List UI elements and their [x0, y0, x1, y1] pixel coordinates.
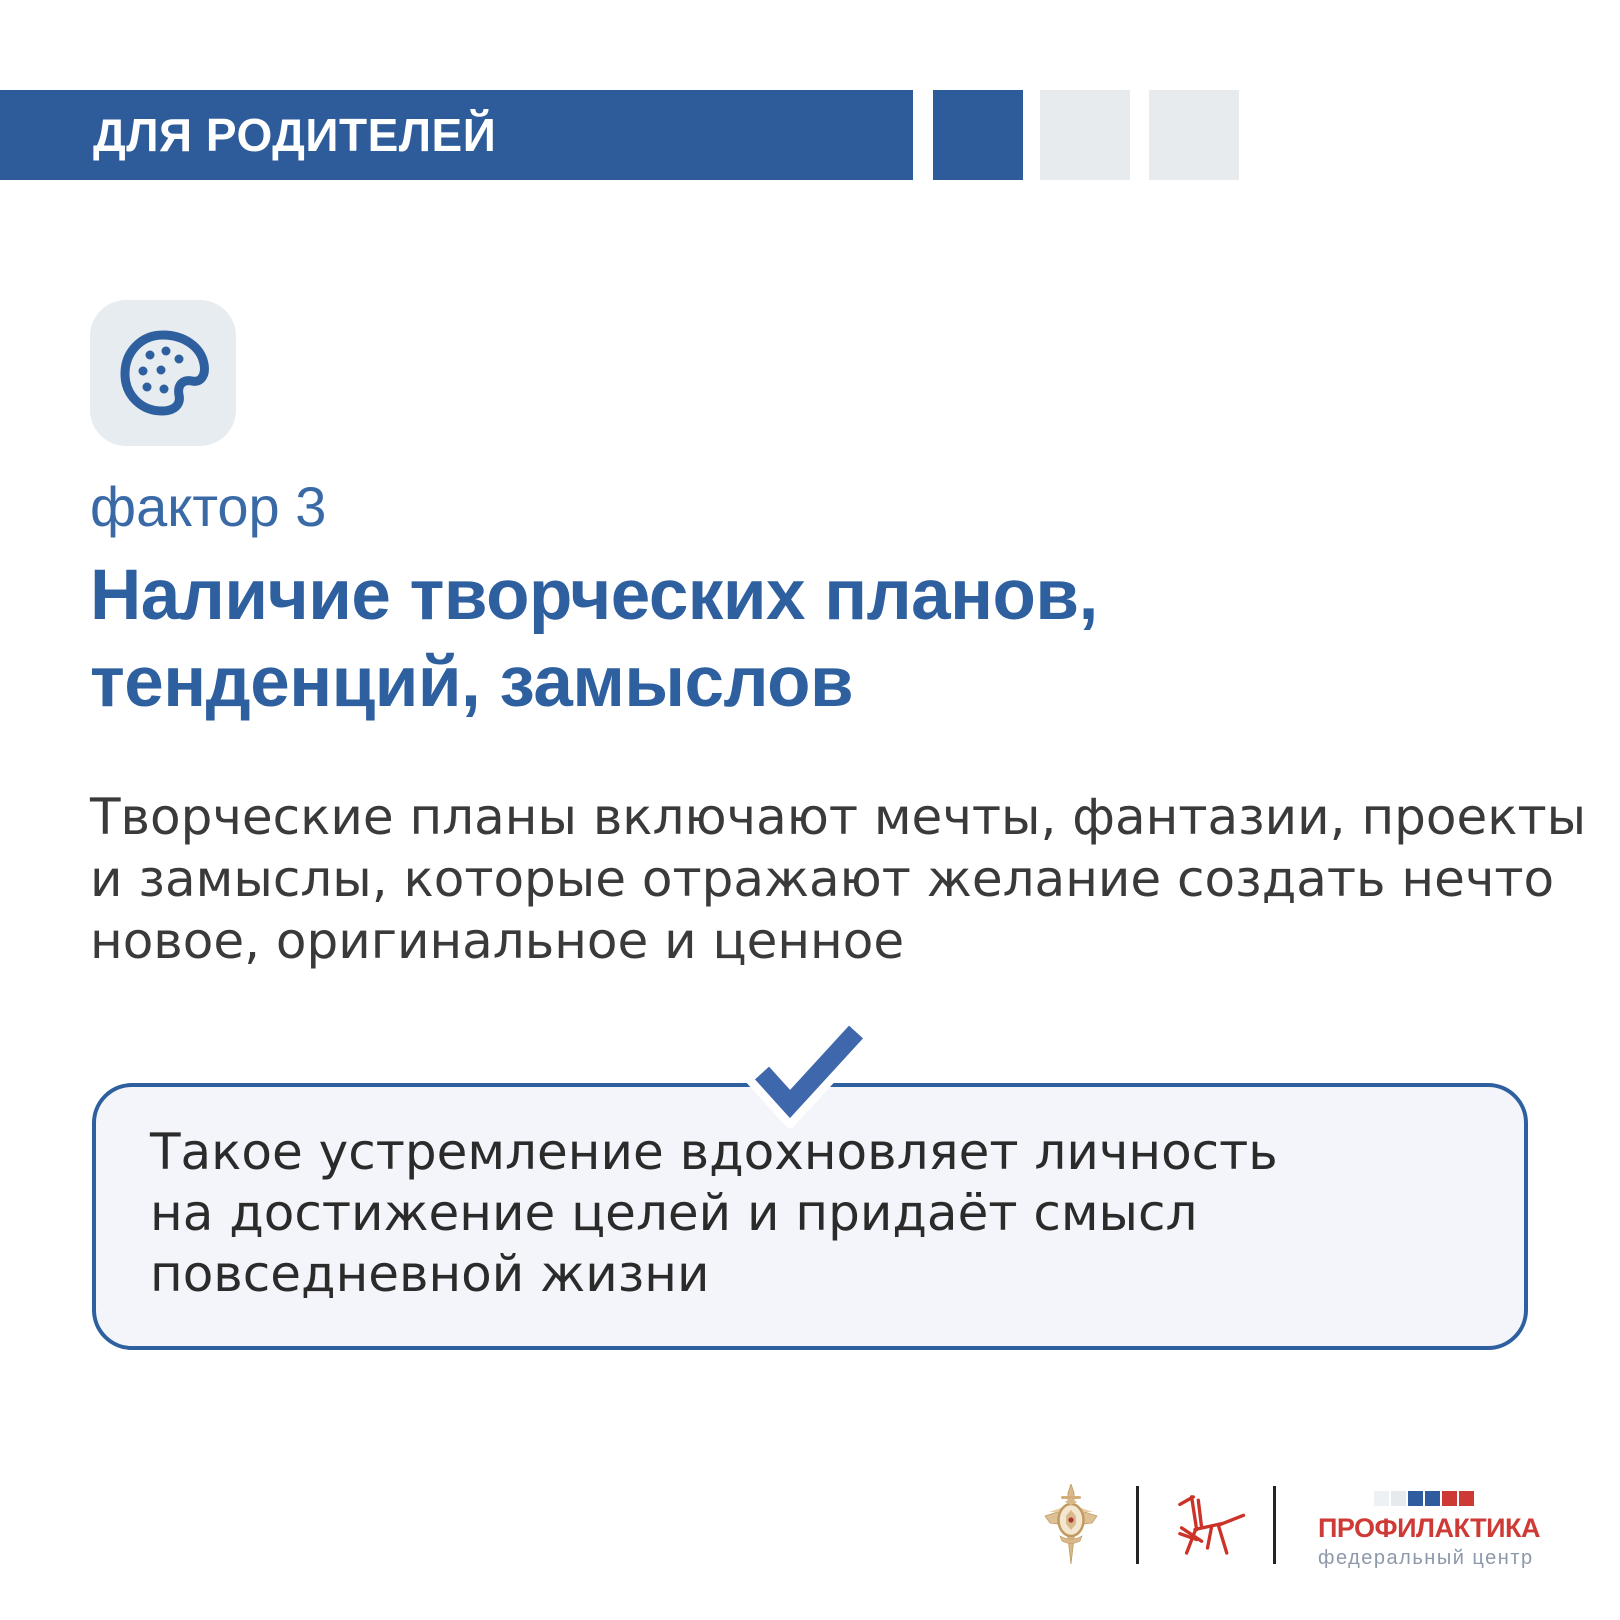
- factor-label: фактор 3: [90, 475, 327, 538]
- chair-logo-icon: [1163, 1486, 1247, 1558]
- decor-square-gray-1: [1040, 90, 1130, 180]
- profilaktika-subtitle: федеральный центр: [1318, 1547, 1534, 1569]
- highlight-box-text: [150, 1122, 1278, 1305]
- logo-square: [1442, 1491, 1457, 1506]
- decor-square-blue: [933, 90, 1023, 180]
- header-label: ДЛЯ РОДИТЕЛЕЙ: [93, 109, 497, 161]
- body-paragraph: [90, 786, 1586, 972]
- header-bar: [0, 90, 913, 180]
- highlight-line: повседневной жизни: [150, 1245, 710, 1303]
- logo-square: [1374, 1491, 1389, 1506]
- logo-square: [1459, 1491, 1474, 1506]
- profilaktika-logo: [1318, 1491, 1540, 1570]
- footer-divider: [1136, 1486, 1139, 1564]
- factor-icon-tile: [90, 300, 236, 446]
- logo-square: [1408, 1491, 1423, 1506]
- checkmark-icon: [740, 1018, 880, 1128]
- profilaktika-squares: [1318, 1491, 1530, 1506]
- page-title: [90, 552, 1098, 726]
- page-title-line-1: Наличие творческих планов,: [90, 556, 1098, 635]
- palette-icon: [113, 323, 213, 423]
- ministry-emblem-icon: [1043, 1484, 1099, 1564]
- body-line: и замыслы, которые отражают желание создать нечто: [90, 850, 1555, 908]
- footer-divider: [1273, 1486, 1276, 1564]
- logo-square: [1391, 1491, 1406, 1506]
- body-line: новое, оригинальное и ценное: [90, 912, 905, 970]
- highlight-line: Такое устремление вдохновляет личность: [150, 1123, 1278, 1181]
- logo-square: [1425, 1491, 1440, 1506]
- highlight-line: на достижение целей и придаёт смысл: [150, 1184, 1198, 1242]
- body-line: Творческие планы включают мечты, фантазии, проекты: [90, 788, 1587, 846]
- page-title-line-2: тенденций, замыслов: [90, 643, 854, 722]
- decor-square-gray-2: [1149, 90, 1239, 180]
- profilaktika-name: ПРОФИЛАКТИКА: [1318, 1513, 1540, 1543]
